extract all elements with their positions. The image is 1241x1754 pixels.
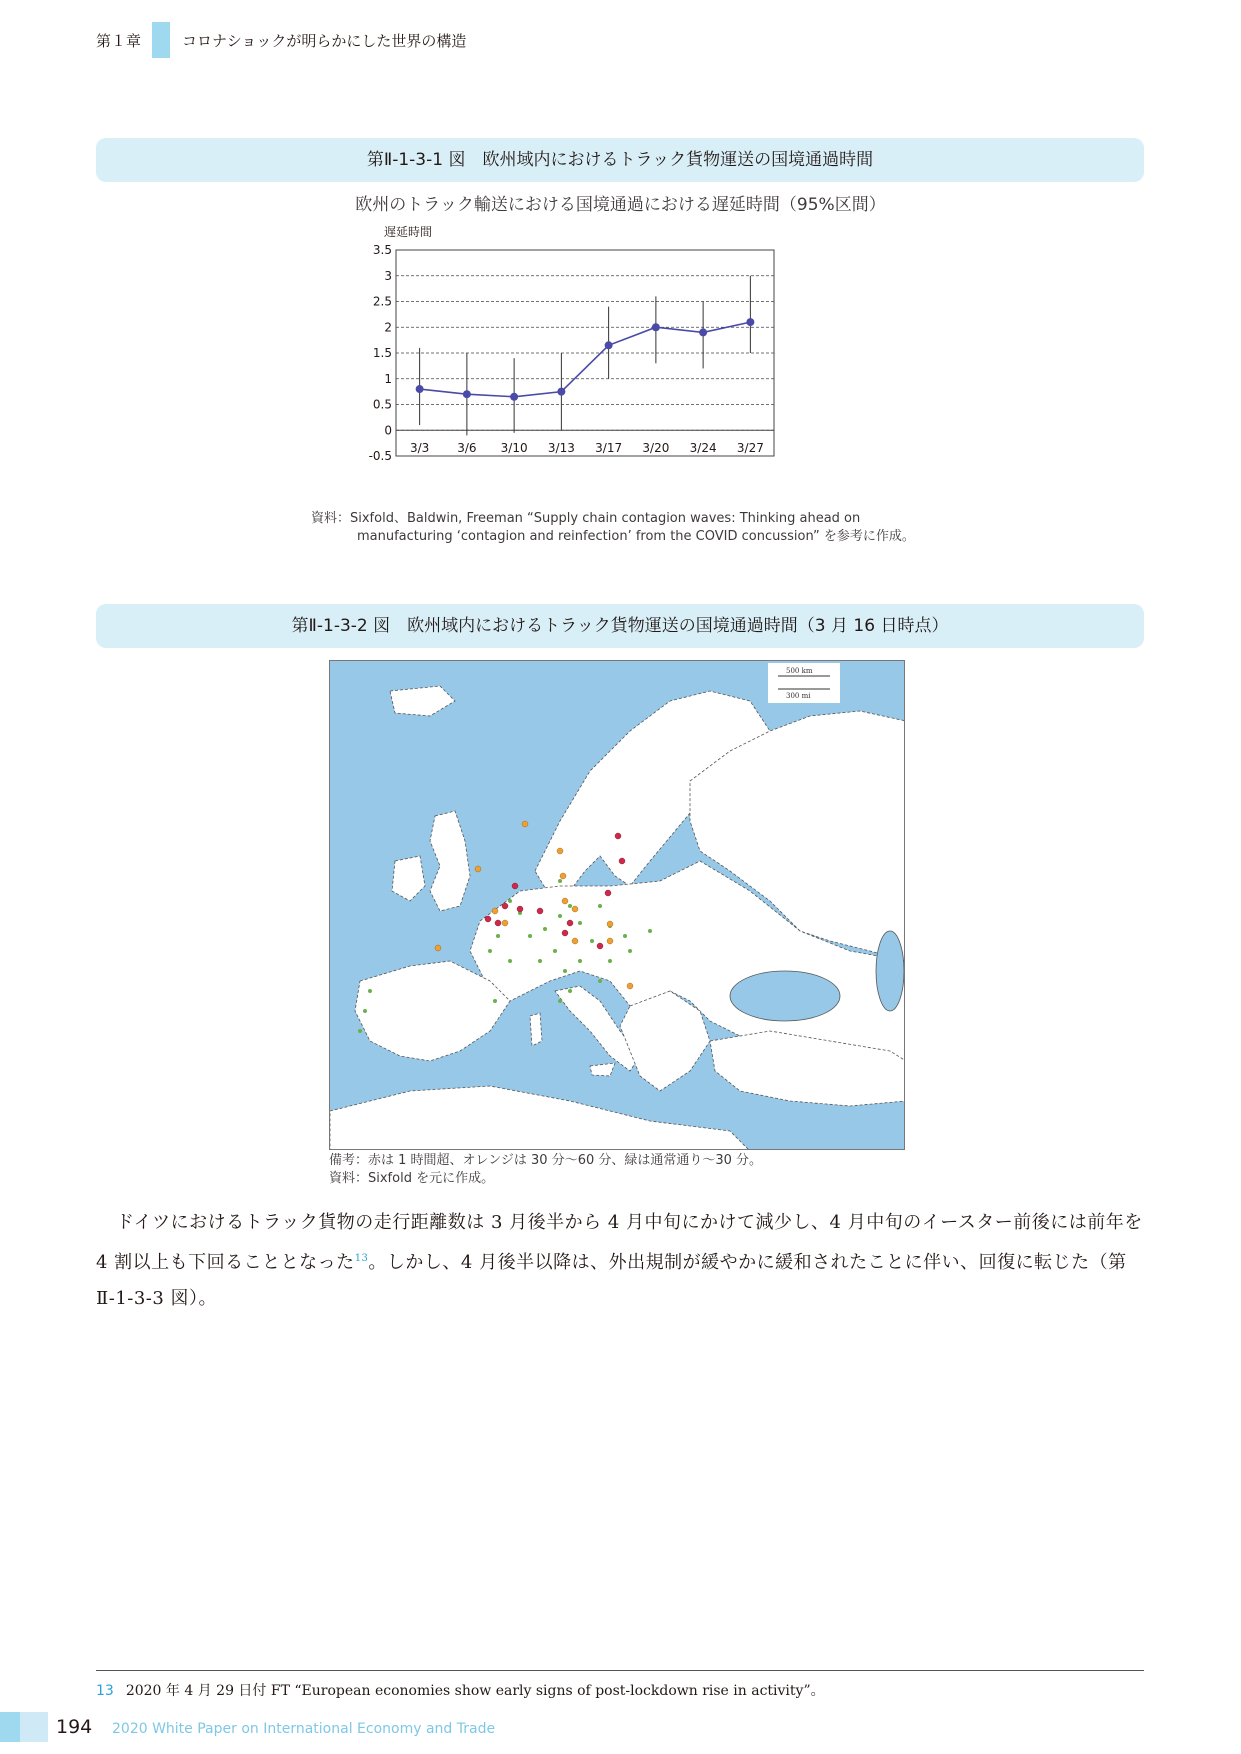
y-tick-label: 3	[384, 268, 392, 283]
data-point	[510, 393, 518, 401]
iceland-land	[390, 686, 455, 716]
figure1-source-line1: 資料：Sixfold、Baldwin, Freeman “Supply chain contagion waves: Thinking ahead on	[311, 511, 861, 526]
y-tick-label: 2.5	[372, 294, 392, 309]
x-tick-label: 3/27	[736, 441, 764, 455]
body-paragraph	[96, 1205, 1146, 1317]
x-tick-label: 3/3	[409, 441, 430, 455]
figure1-title-bar	[96, 138, 1144, 182]
figure1-source-line2: manufacturing ‘contagion and reinfection’ from the COVID concussion” を参考に作成。	[357, 529, 915, 544]
y-axis-label: 遅延時間	[384, 225, 433, 239]
north-africa-land	[330, 1086, 750, 1150]
x-tick-label: 3/6	[457, 441, 477, 455]
map-scale	[768, 663, 840, 703]
y-tick-label: 3.5	[372, 243, 392, 257]
footnote-reference[interactable]: 13	[354, 1253, 369, 1264]
delay-line-chart	[360, 222, 840, 498]
data-point	[699, 328, 707, 336]
scale-mi-label: 300 mi	[786, 692, 811, 700]
figure2-title-bar	[96, 604, 1144, 648]
body-text-part1: ドイツにおけるトラック貨物の走行距離数は 3 月後半から 4 月中旬にかけて減少し、4 月中旬のイースター前後には前年を 4 割以上も下回ることとなった	[96, 1212, 1143, 1273]
data-point	[605, 341, 613, 349]
chapter-title: コロナショックが明らかにした世界の構造	[182, 32, 467, 50]
figure1-title: 第Ⅱ-1-3-1 図 欧州域内におけるトラック貨物運送の国境通過時間	[366, 150, 874, 170]
x-tick-label: 3/17	[595, 441, 623, 455]
figure1-subtitle: 欧州のトラック輸送における国境通過における遅延時間（95%区間）	[355, 195, 886, 215]
britain-land	[430, 811, 470, 911]
data-point	[416, 385, 424, 393]
y-tick-label: 1.5	[372, 346, 392, 360]
figure2-note: 備考：赤は 1 時間超、オレンジは 30 分〜60 分、緑は通常通り〜30 分。	[329, 1153, 763, 1168]
footer-publication-title: 2020 White Paper on International Economy and Trade	[112, 1721, 496, 1737]
data-point	[746, 318, 754, 326]
page-header	[0, 22, 1241, 58]
ireland-land	[392, 856, 425, 901]
footnote-number: 13	[96, 1683, 114, 1699]
x-tick-label: 3/20	[642, 441, 670, 455]
footnote-text: 2020 年 4 月 29 日付 FT “European economies show early signs of post-lockdown rise in activity”。	[125, 1683, 825, 1699]
footer-accent-dark	[0, 1712, 20, 1742]
figure2-source: 資料：Sixfold を元に作成。	[329, 1171, 495, 1186]
europe-border-map	[329, 660, 905, 1150]
x-tick-label: 3/10	[500, 441, 528, 455]
chapter-label: 第１章	[96, 32, 142, 50]
x-tick-label: 3/13	[547, 441, 575, 455]
figure2-title: 第Ⅱ-1-3-2 図 欧州域内におけるトラック貨物運送の国境通過時間（3 月 16 日時点）	[291, 616, 949, 636]
header-accent-bar	[152, 22, 170, 58]
page-number: 194	[56, 1716, 93, 1738]
y-tick-label: 0	[384, 423, 392, 438]
y-tick-label: 0.5	[372, 397, 392, 412]
data-point	[557, 388, 565, 396]
data-point	[463, 390, 471, 398]
figure2-notes	[329, 1152, 762, 1188]
footnote	[96, 1680, 825, 1700]
y-tick-label: 1	[384, 371, 392, 386]
y-tick-label: 2	[384, 320, 392, 335]
scale-km-label: 500 km	[786, 667, 813, 675]
figure1-source	[311, 510, 915, 546]
body-text-part2: 。しかし、4 月後半以降は、外出規制が緩やかに緩和されたことに伴い、回復に転じた（第Ⅱ-1-3-3 図）。	[96, 1252, 1127, 1309]
y-tick-label: -0.5	[368, 449, 392, 463]
x-tick-label: 3/24	[689, 441, 717, 455]
data-point	[652, 323, 660, 331]
footnote-divider	[96, 1670, 1144, 1671]
